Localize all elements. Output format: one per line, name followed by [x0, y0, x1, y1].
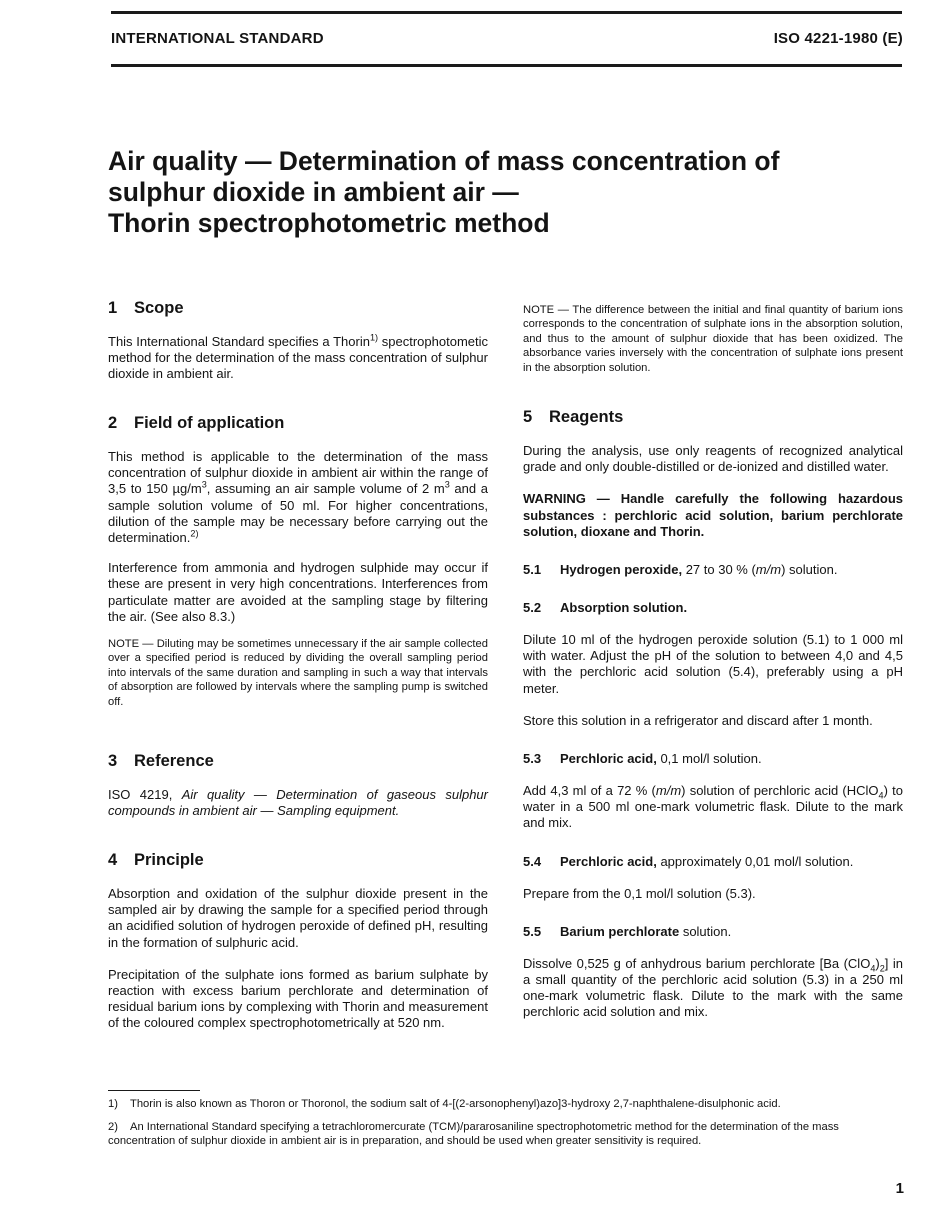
- section-scope: [108, 299, 488, 383]
- subclause-5-4: 5.4 Perchloric acid, approximately 0,01 mol/l solution.: [523, 853, 854, 869]
- subclause-5-3: 5.3 Perchloric acid, 0,1 mol/l solution.: [523, 751, 762, 767]
- scope-paragraph: This International Standard specifies a Thorin$^{1)}$ spectrophotometic method for the determination of the mass concentration of sulphur dioxide in ambient air.: [108, 332, 488, 382]
- title-line-3: Thorin spectrophotometric method: [108, 208, 550, 238]
- principle-note: NOTE — The difference between the initial and final quantity of barium ions corresponds to the concentration of sulphate ions in the absorption solution, and thus to the amount of sulphur dioxide that has been oxidized. The absorbance varies inversely with the concentration of sulphate ions present in the absorption solution.: [523, 304, 903, 374]
- document-type-label: INTERNATIONAL STANDARD: [111, 30, 324, 47]
- subclause-5-2: 5.2 Absorption solution.: [523, 600, 688, 616]
- barium-paragraph: Dissolve 0,525 g of anhydrous barium perchlorate [Ba $(ClO_4)_2$] in a small quantity of the perchloric acid solution (5.3) in a 250 ml one-mark volumetric flask. Dilute to the mark with the same perchloric acid solution and mix.: [523, 955, 903, 1020]
- field-note: NOTE — Diluting may be sometimes unnecessary if the air sample collected over a specified period is reduced by dividing the overall sampling period into intervals of the same duration and sampling in such a way that intervals of absorption are followed by intervals where the sampling pump is switched off.: [108, 638, 488, 708]
- subclause-5-5: 5.5 Barium perchlorate solution.: [523, 923, 732, 939]
- reagents-paragraph: During the analysis, use only reagents of recognized analytical grade and only double-distilled or de-ionized and distilled water.: [523, 443, 903, 475]
- title-line-2: sulphur dioxide in ambient air —: [108, 177, 519, 207]
- absorption-paragraph-2: Store this solution in a refrigerator and discard after 1 month.: [523, 712, 873, 728]
- dilute-perchloric-paragraph: Prepare from the 0,1 mol/l solution (5.3).: [523, 885, 756, 901]
- absorption-paragraph-1: Dilute 10 ml of the hydrogen peroxide solution (5.1) to 1 000 ml with water. Adjust the pH of the solution to between 4,0 and 4,5 with the perchloric acid solution (5.4), preferably using a pH meter.: [523, 632, 903, 696]
- field-paragraph-1: This method is applicable to the determination of the mass concentration of sulphur dioxide in ambient air within the range of 3,5 to 150 $\mu g/m^3$, assuming an air sample volume of 2 $m^3$ and a sample solution volume of 50 ml. For higher concentrations, dilution of the sample may be necessary before carrying out the determination.$^{2)}$: [108, 449, 488, 546]
- section-reagents: [523, 408, 903, 1021]
- warning-text: WARNING — Handle carefully the following hazardous substances : perchloric acid solution, barium perchlorate solution, dioxane and Thorin.: [523, 491, 903, 539]
- field-paragraph-2: Interference from ammonia and hydrogen sulphide may occur if these are present in very high concentrations. Interferences from particulate matter are avoided at the sampling stage by filtering the air. (See also 8.3.): [108, 560, 488, 624]
- perchloric-paragraph: Add 4,3 ml of a 72 % (m/m) solution of perchloric acid (HClO$_4$) to water in a 500 ml one-mark volumetric flask. Dilute to the mark and mix.: [523, 783, 903, 831]
- title-line-1: Air quality — Determination of mass concentration of: [108, 146, 780, 176]
- section-heading: 5 Reagents: [523, 408, 624, 426]
- principle-paragraph-2: Precipitation of the sulphate ions formed as barium sulphate by reaction with excess barium perchlorate and determination of residual barium ions by complexing with Thorin and measurement of the coloured complex spectrophotometrically at 520 nm.: [108, 966, 488, 1031]
- section-heading: 3 Reference: [108, 752, 214, 770]
- footnote-1: 1) Thorin is also known as Thoron or Thoronol, the sodium salt of 4-[(2-arsonophenyl)azo]3-hydroxy 2,7-naphthalene-disulphonic acid.: [108, 1098, 781, 1110]
- header-rule: [111, 64, 902, 67]
- section-principle: [108, 851, 488, 1032]
- section-heading: 1 Scope: [108, 299, 184, 317]
- section-reference: [108, 752, 488, 819]
- section-field-of-application: [108, 414, 488, 709]
- page-number: 1: [895, 1180, 904, 1197]
- footnote-rule: [108, 1090, 200, 1091]
- reference-entry: ISO 4219, Air quality — Determination of gaseous sulphur compounds in ambient air — Sampling equipment.: [108, 787, 488, 819]
- standard-number: ISO 4221-1980 (E): [773, 30, 903, 47]
- section-heading: 4 Principle: [108, 851, 204, 869]
- subclause-5-1: 5.1 Hydrogen peroxide, 27 to 30 % (m/m) solution.: [523, 562, 838, 578]
- principle-paragraph-1: Absorption and oxidation of the sulphur dioxide present in the sampled air by drawing the sample for a specified period through an acidified solution of hydrogen peroxide of defined pH, resulting in the formation of sulphuric acid.: [108, 886, 488, 950]
- document-title: [108, 146, 888, 239]
- top-rule: [111, 11, 902, 14]
- footnote-2: 2) An International Standard specifying a tetrachloromercurate (TCM)/pararosaniline spectrophotometric method for the determination of the mass concentration of sulphur dioxide in ambient air is in preparation, and should be used when greater sensitivity is required.: [108, 1121, 839, 1147]
- section-heading: 2 Field of application: [108, 414, 285, 432]
